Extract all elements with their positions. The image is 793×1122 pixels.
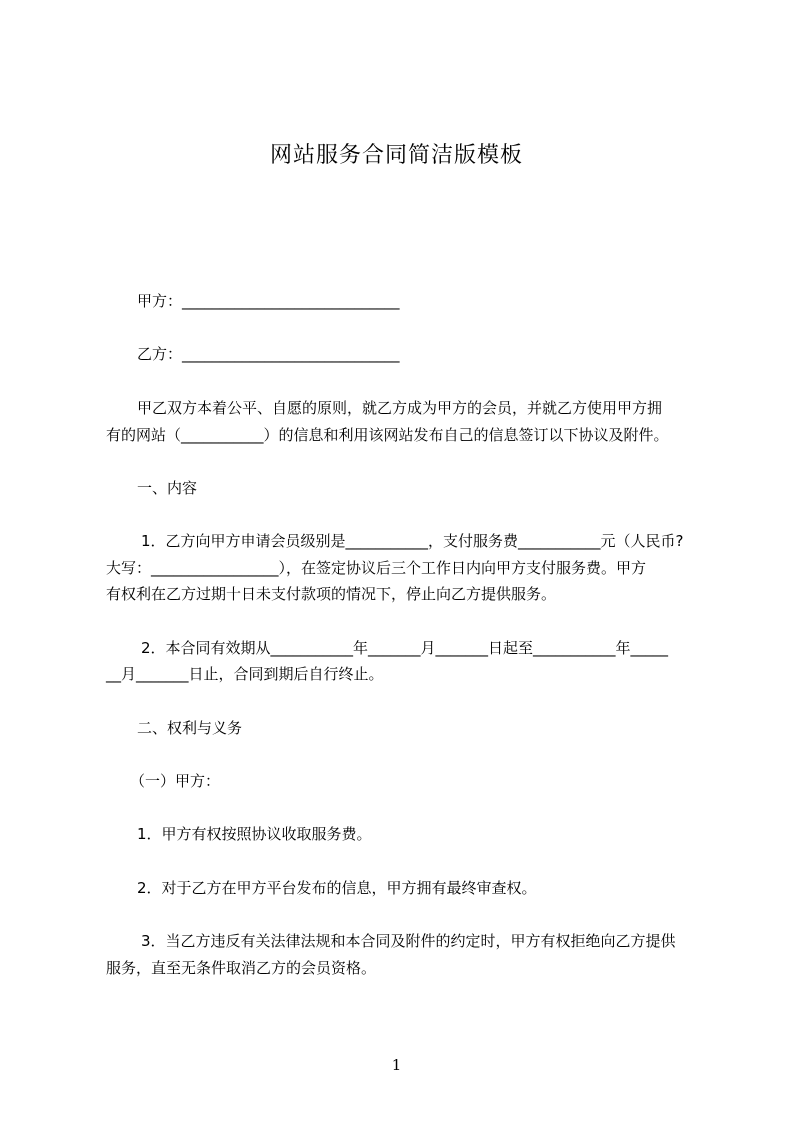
document-title: 网站服务合同简洁版模板 (269, 143, 523, 168)
section-heading-rights: 二、权利与义务 (137, 719, 243, 737)
rights-clause-2: 2．对于乙方在甲方平台发布的信息，甲方拥有最终审查权。 (137, 879, 537, 897)
rights-clause-1: 1．甲方有权按照协议收取服务费。 (137, 825, 372, 843)
section-heading-content: 一、内容 (137, 479, 198, 497)
preamble-line-1: 甲乙双方本着公平、自愿的原则，就乙方成为甲方的会员，并就乙方使用甲方拥 (137, 399, 663, 417)
preamble-line-2: 有的网站（___________）的信息和利用该网站发布自己的信息签订以下协议及附件。 (106, 426, 669, 444)
page-number: 1 (391, 1056, 402, 1074)
party-a-line: 甲方：_____________________________ (137, 292, 400, 310)
subsection-party-a: （一）甲方： (130, 772, 221, 790)
clause-2-line-2: __月_______日止，合同到期后自行终止。 (106, 665, 384, 683)
clause-1-line-2: 大写：_________________），在签定协议后三个工作日内向甲方支付服务费。甲方 (106, 559, 647, 577)
rights-clause-3-line-1: 3．当乙方违反有关法律法规和本合同及附件的约定时，甲方有权拒绝向乙方提供 (141, 932, 676, 950)
clause-1-line-1: 1．乙方向甲方申请会员级别是___________，支付服务费___________元（人民币? (141, 532, 684, 550)
rights-clause-3-line-2: 服务，直至无条件取消乙方的会员资格。 (106, 959, 377, 977)
clause-2-line-1: 2．本合同有效期从___________年_______月_______日起至___________年_____ (141, 639, 669, 657)
party-b-line: 乙方：_____________________________ (137, 345, 400, 363)
clause-1-line-3: 有权利在乙方过期十日未支付款项的情况下，停止向乙方提供服务。 (106, 585, 557, 603)
